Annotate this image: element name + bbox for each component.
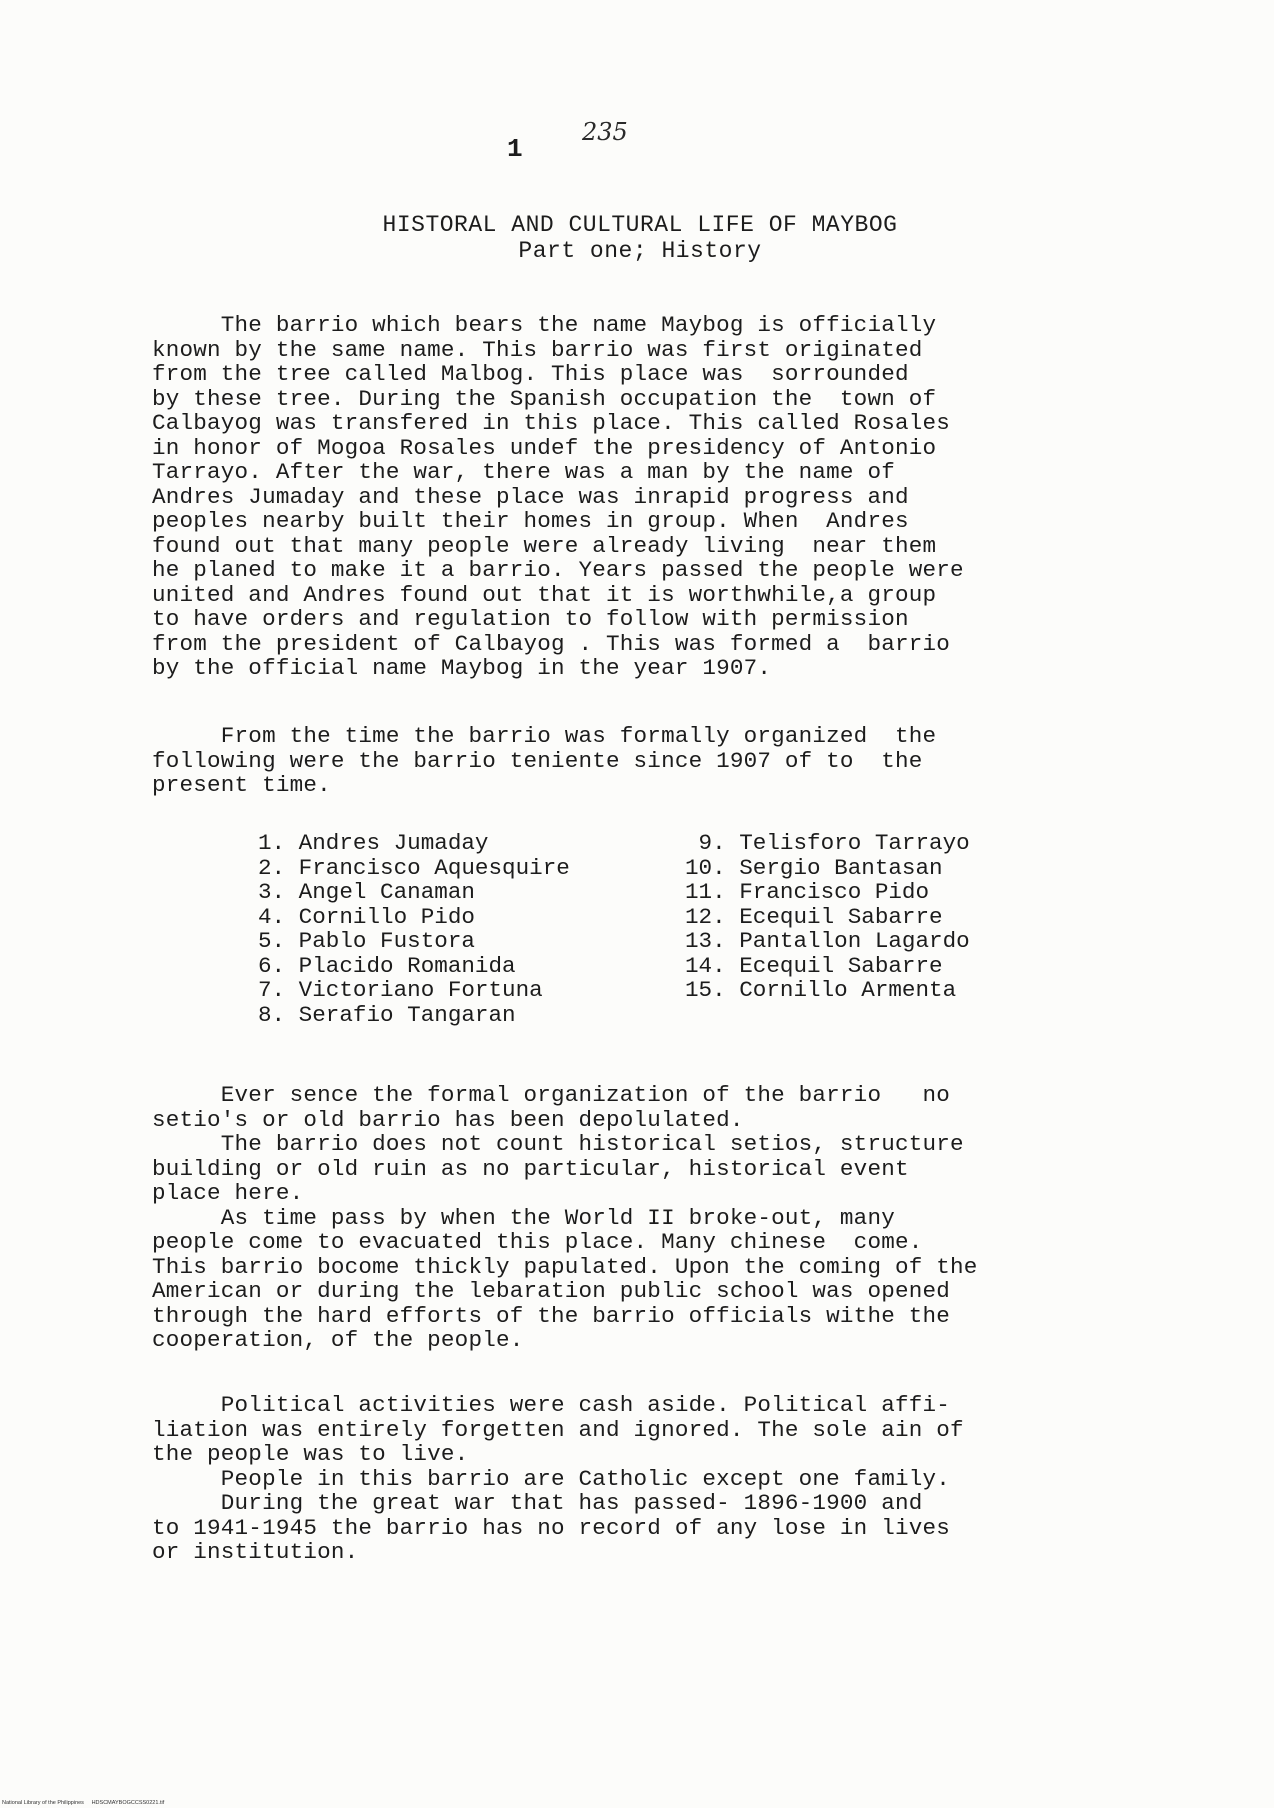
page-number: 1 xyxy=(507,134,523,164)
teniente-list-item: 6. Placido Romanida xyxy=(258,952,516,979)
teniente-list-item: 11. Francisco Pido xyxy=(685,879,930,905)
teniente-list-item: 2. Francisco Aquesquire xyxy=(258,854,570,881)
teniente-list-item: 1. Andres Jumaday xyxy=(258,830,489,856)
document-title: HISTORAL AND CULTURAL LIFE OF MAYBOG xyxy=(382,212,898,238)
handwritten-page-annotation: 235 xyxy=(582,118,628,146)
teniente-list-item: 10. Sergio Bantasan xyxy=(685,854,943,881)
teniente-list-column-1 xyxy=(258,831,570,1027)
teniente-list-column-2 xyxy=(685,831,970,1003)
teniente-list-item: 13. Pantallon Lagardo xyxy=(685,928,970,954)
teniente-list-item: 5. Pablo Fustora xyxy=(258,928,475,954)
history-paragraph-development: Ever sence the formal organization of the barrio no setio's or old barrio has been depolulated. The barrio does not count historical setios, structure building or old ruin as no particular, historical event place here. As time pass by when the World II broke-out, many people come to evacuated this place. Many chinese come. This barrio bocome thickly papulated. Upon the coming of the American or during the lebaration public school was opened through the hard efforts of the barrio officials withe the cooperation, of the people. xyxy=(152,1082,978,1353)
teniente-list-item: 12. Ecequil Sabarre xyxy=(685,903,943,930)
teniente-list-item: 7. Victoriano Fortuna xyxy=(258,977,543,1003)
history-paragraph-origin: The barrio which bears the name Maybog is officially known by the same name. This barrio was first originated from the tree called Malbog. This place was sorrounded by these tree. During the Spanish occupation the town of Calbayog was transfered in this place. This called Rosales in honor of Mogoa Rosales undef the presidency of Antonio Tarrayo. After the war, there was a man by the name of Andres Jumaday and these place was inrapid progress and peoples nearby built their homes in group. When Andres found out that many people were already living near them he planed to make it a barrio. Years passed the people were united and Andres found out that it is worthwhile,a group to have orders and regulation to follow with permission from the president of Calbayog . This was formed a barrio by the official name Maybog in the year 1907. xyxy=(152,312,964,681)
teniente-list-item: 4. Cornillo Pido xyxy=(258,903,475,930)
teniente-list-item: 15. Cornillo Armenta xyxy=(685,977,957,1003)
history-paragraph-politics-religion: Political activities were cash aside. Political affi- liation was entirely forgetten and ignored. The sole ain of the people was to live. People in this barrio are Catholic except one family. During the great war that has passed- 1896-1900 and to 1941-1945 the barrio has no record of any lose in lives or institution. xyxy=(152,1392,964,1565)
document-subtitle: Part one; History xyxy=(518,238,762,264)
teniente-list-item: 14. Ecequil Sabarre xyxy=(685,952,943,979)
teniente-list-item: 8. Serafio Tangaran xyxy=(258,1001,516,1028)
teniente-list-item: 9. Telisforo Tarrayo xyxy=(685,830,970,856)
scan-footer-caption: National Library of the Philippines HDSCMAYBOGCCSS0221.tif xyxy=(2,1800,165,1806)
teniente-list-item: 3. Angel Canaman xyxy=(258,879,475,905)
history-paragraph-tenientes-intro: From the time the barrio was formally organized the following were the barrio teniente since 1907 of to the present time. xyxy=(152,723,937,798)
